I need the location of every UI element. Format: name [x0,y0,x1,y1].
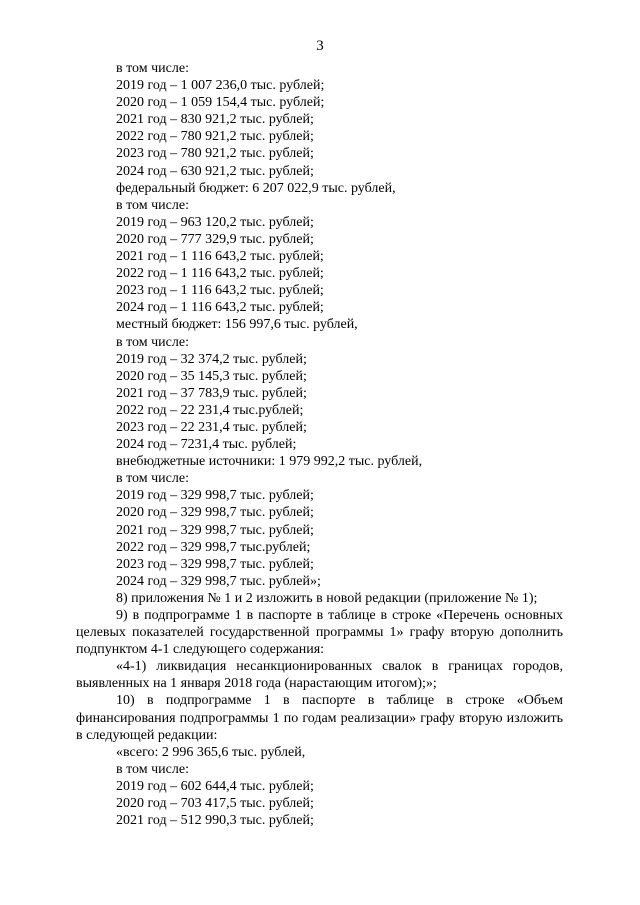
text-line: 2021 год – 1 116 643,2 тыс. рублей; [116,249,324,265]
text-line: 2019 год – 329 998,7 тыс. рублей; [116,488,314,504]
text-line: 8) приложения № 1 и 2 изложить в новой редакции (приложение № 1); [116,590,538,606]
page-number: 3 [316,38,324,54]
text-line: 2020 год – 35 145,3 тыс. рублей; [116,368,307,384]
text-line: 2023 год – 22 231,4 тыс. рублей; [116,419,307,435]
text-line: в том числе: [116,761,189,777]
paragraph-item-9: 9) в подпрограмме 1 в паспорте в таблице в строке «Перечень основных целевых показателей государственной программы 1» графу вторую дополнить подпунктом 4-1 следующего содержания: [76,608,563,658]
text-line: 2022 год – 1 116 643,2 тыс. рублей; [116,266,324,282]
text-line: 2024 год – 630 921,2 тыс. рублей; [116,163,314,179]
text-line: 2019 год – 963 120,2 тыс. рублей; [116,214,314,230]
text-line: в том числе: [116,197,189,213]
text-line: в том числе: [116,471,189,487]
text-line: 2021 год – 329 998,7 тыс. рублей; [116,522,314,538]
text-line: 2021 год – 830 921,2 тыс. рублей; [116,112,314,128]
text-line: 2020 год – 1 059 154,4 тыс. рублей; [116,95,325,111]
text-line: 2021 год – 512 990,3 тыс. рублей; [116,813,314,829]
text-line: 2022 год – 780 921,2 тыс. рублей; [116,129,314,145]
text-line: 2024 год – 1 116 643,2 тыс. рублей; [116,300,324,316]
text-line: в том числе: [116,61,189,76]
text-line: 2023 год – 780 921,2 тыс. рублей; [116,146,314,162]
text-line: 2021 год – 37 783,9 тыс. рублей; [116,385,307,401]
text-line: 2023 год – 1 116 643,2 тыс. рублей; [116,283,324,299]
text-line: 2020 год – 329 998,7 тыс. рублей; [116,505,314,521]
text-line: 2020 год – 777 329,9 тыс. рублей; [116,231,314,247]
text-line: 2023 год – 329 998,7 тыс. рублей; [116,556,314,572]
document-body [76,60,563,829]
text-line: 2020 год – 703 417,5 тыс. рублей; [116,796,314,812]
text-line: 2022 год – 22 231,4 тыс.рублей; [116,402,304,418]
text-line: 2024 год – 7231,4 тыс. рублей; [116,437,297,453]
text-line: 2024 год – 329 998,7 тыс. рублей»; [116,573,321,589]
text-line: федеральный бюджет: 6 207 022,9 тыс. рублей, [116,180,396,196]
text-line: внебюджетные источники: 1 979 992,2 тыс. рублей, [116,454,423,470]
text-line: 2022 год – 329 998,7 тыс.рублей; [116,539,311,555]
text-line: «всего: 2 996 365,6 тыс. рублей, [116,744,306,760]
paragraph-quote-4-1: «4-1) ликвидация несанкционированных свалок в границах городов, выявленных на 1 января 2018 года (нарастающим итогом);»; [76,659,563,692]
text-line: 2019 год – 602 644,4 тыс. рублей; [116,778,314,794]
text-line: в том числе: [116,334,189,350]
text-line: 2019 год – 32 374,2 тыс. рублей; [116,351,307,367]
text-line: местный бюджет: 156 997,6 тыс. рублей, [116,317,358,333]
paragraph-item-10: 10) в подпрограмме 1 в паспорте в таблице в строке «Объем финансирования подпрограммы 1 по годам реализации» графу вторую изложить в следующей редакции: [76,693,563,743]
text-line: 2019 год – 1 007 236,0 тыс. рублей; [116,78,325,94]
